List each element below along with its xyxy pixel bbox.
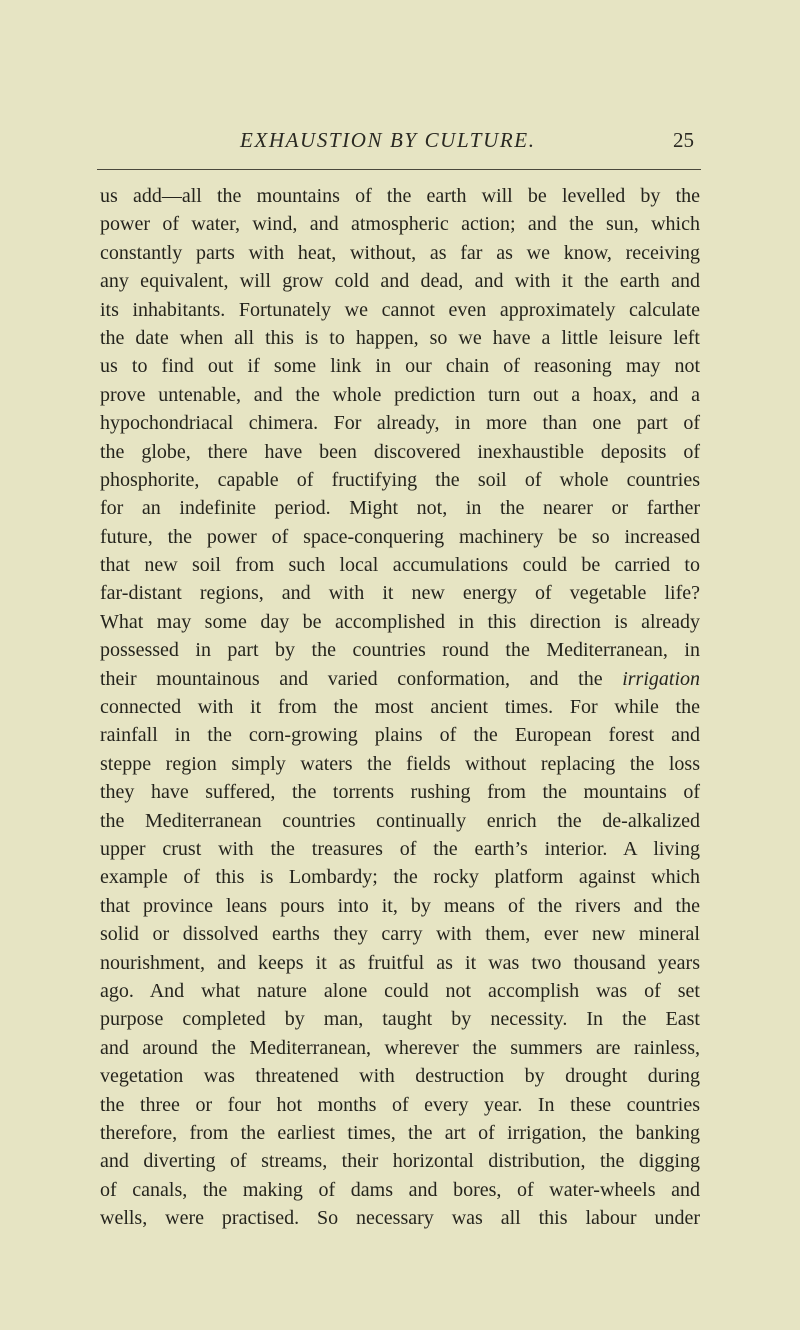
text-line: the three or four hot months of every year. In these countries — [100, 1093, 700, 1116]
emphasis-irrigation: irrigation — [622, 667, 701, 690]
text-line: solid or dissolved earths they carry with them, ever new mineral — [100, 923, 700, 946]
text-line: its inhabitants. Fortunately we cannot even approximately calculate — [100, 298, 700, 321]
text-line: ago. And what nature alone could not accomplish was of set — [100, 979, 700, 1002]
text-line: that province leans pours into it, by means of the rivers and the — [100, 894, 700, 917]
text-line: purpose completed by man, taught by necessity. In the East — [100, 1008, 700, 1031]
text-line: for an indefinite period. Might not, in the nearer or farther — [100, 497, 700, 520]
running-head: EXHAUSTION BY CULTURE. — [240, 128, 536, 152]
text-line: phosphorite, capable of fructifying the soil of whole countries — [100, 468, 700, 491]
text-line: far-distant regions, and with it new energy of vegetable life? — [100, 582, 700, 605]
text-line: they have suffered, the torrents rushing from the mountains of — [100, 781, 700, 804]
text-line: us add—all the mountains of the earth will be levelled by the — [100, 185, 700, 207]
text-line: and around the Mediterranean, wherever the summers are rainless, — [100, 1036, 700, 1059]
text-line: wells, were practised. So necessary was all this labour under — [100, 1207, 700, 1230]
page-number: 25 — [673, 128, 694, 152]
text-line: the date when all this is to happen, so we have a little leisure left — [100, 326, 700, 349]
text-line: the Mediterranean countries continually enrich the de-alkalized — [100, 809, 700, 832]
text-line-with-emphasis — [100, 665, 700, 693]
text-line: vegetation was threatened with destruction by drought during — [100, 1065, 700, 1088]
text-line: the globe, there have been discovered inexhaustible deposits of — [100, 440, 700, 463]
text-line: steppe region simply waters the fields without replacing the loss — [100, 752, 700, 775]
text-line: connected with it from the most ancient times. For while the — [100, 696, 700, 719]
text-line: hypochondriacal chimera. For already, in more than one part of — [100, 412, 700, 435]
text-line: nourishment, and keeps it as fruitful as it was two thousand years — [100, 951, 700, 974]
text-line-part: their mountainous and varied conformation, and the — [100, 667, 603, 690]
text-line: of canals, the making of dams and bores, of water-wheels and — [100, 1178, 700, 1201]
body-text — [100, 182, 700, 1232]
text-line: constantly parts with heat, without, as far as we know, receiving — [100, 241, 700, 264]
text-line: future, the power of space-conquering machinery be so increased — [100, 525, 700, 548]
text-line: us to find out if some link in our chain of reasoning may not — [100, 355, 700, 378]
text-line: therefore, from the earliest times, the art of irrigation, the banking — [100, 1121, 700, 1144]
text-line: that new soil from such local accumulations could be carried to — [100, 554, 700, 577]
header-rule — [97, 169, 701, 170]
text-line: example of this is Lombardy; the rocky platform against which — [100, 866, 700, 889]
text-line: any equivalent, will grow cold and dead, and with it the earth and — [100, 270, 700, 293]
text-line: rainfall in the corn-growing plains of the European forest and — [100, 724, 700, 747]
text-line: prove untenable, and the whole prediction turn out a hoax, and a — [100, 383, 700, 406]
text-line: and diverting of streams, their horizontal distribution, the digging — [100, 1150, 700, 1173]
text-line: upper crust with the treasures of the earth’s interior. A living — [100, 837, 700, 860]
text-line: power of water, wind, and atmospheric action; and the sun, which — [100, 213, 700, 236]
text-line: possessed in part by the countries round the Mediterranean, in — [100, 639, 700, 662]
text-line: What may some day be accomplished in this direction is already — [100, 610, 700, 633]
